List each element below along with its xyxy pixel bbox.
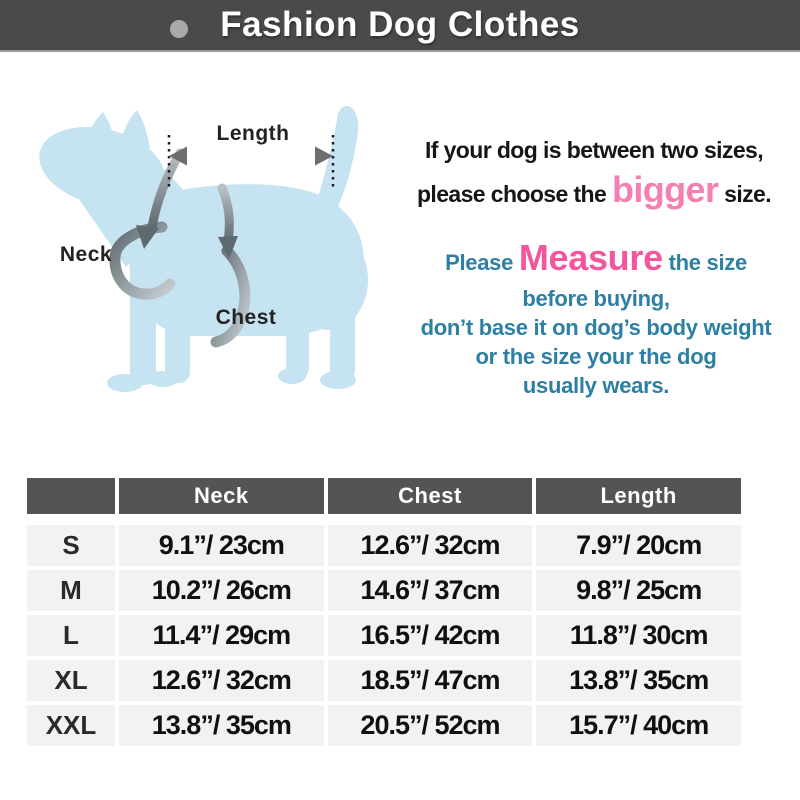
table-row bbox=[27, 570, 741, 611]
table-row bbox=[27, 705, 741, 746]
advice-line-2 bbox=[388, 170, 800, 214]
advice-line-2-post: size. bbox=[718, 181, 772, 207]
length-cell: 13.8”/ 35cm bbox=[536, 660, 741, 701]
length-cell: 15.7”/ 40cm bbox=[536, 705, 741, 746]
size-cell: M bbox=[27, 570, 115, 611]
title-bar bbox=[0, 0, 800, 52]
measure-highlight: Measure bbox=[518, 237, 663, 278]
neck-cell: 13.8”/ 35cm bbox=[119, 705, 324, 746]
size-cell: XXL bbox=[27, 705, 115, 746]
table-row bbox=[27, 615, 741, 656]
advice-line-1: If your dog is between two sizes, bbox=[424, 137, 764, 163]
length-cell: 7.9”/ 20cm bbox=[536, 525, 741, 566]
chest-cell: 16.5”/ 42cm bbox=[328, 615, 533, 656]
neck-cell: 11.4”/ 29cm bbox=[119, 615, 324, 656]
length-cell: 9.8”/ 25cm bbox=[536, 570, 741, 611]
header-chest: Chest bbox=[328, 478, 533, 514]
length-label: Length bbox=[216, 122, 290, 145]
dog-front-paw bbox=[107, 374, 143, 392]
size-cell: XL bbox=[27, 660, 115, 701]
chest-cell: 12.6”/ 32cm bbox=[328, 525, 533, 566]
dog-rear-paw-inner bbox=[278, 368, 306, 384]
chest-cell: 18.5”/ 47cm bbox=[328, 660, 533, 701]
advice-measure bbox=[392, 237, 800, 400]
advice-line-7: usually wears. bbox=[522, 373, 670, 398]
advice-line-3 bbox=[392, 237, 800, 284]
neck-label: Neck bbox=[59, 243, 113, 266]
advice-line-2-pre: please choose the bbox=[416, 181, 612, 207]
chest-cell: 14.6”/ 37cm bbox=[328, 570, 533, 611]
size-cell: L bbox=[27, 615, 115, 656]
advice-line-3-post: the size bbox=[662, 250, 747, 275]
advice-between-sizes bbox=[388, 131, 800, 214]
header-neck: Neck bbox=[119, 478, 324, 514]
advice-line-4: before buying, bbox=[522, 286, 670, 311]
size-table bbox=[23, 474, 745, 750]
bigger-highlight: bigger bbox=[611, 169, 719, 210]
page-title: Fashion Dog Clothes bbox=[220, 5, 580, 44]
neck-cell: 10.2”/ 26cm bbox=[119, 570, 324, 611]
neck-cell: 12.6”/ 32cm bbox=[119, 660, 324, 701]
dog-rear-paw bbox=[320, 371, 356, 389]
table-row bbox=[27, 660, 741, 701]
dog-front-paw-inner bbox=[148, 371, 178, 387]
chest-cell: 20.5”/ 52cm bbox=[328, 705, 533, 746]
table-row bbox=[27, 525, 741, 566]
length-cell: 11.8”/ 30cm bbox=[536, 615, 741, 656]
advice-line-5: don’t base it on dog’s body weight bbox=[420, 315, 772, 340]
header-length: Length bbox=[536, 478, 741, 514]
chest-label: Chest bbox=[215, 306, 277, 329]
advice-line-3-pre: Please bbox=[445, 250, 519, 275]
table-header-row bbox=[27, 478, 741, 514]
table-corner-cell bbox=[27, 478, 115, 514]
size-cell: S bbox=[27, 525, 115, 566]
table-spacer-row bbox=[27, 518, 741, 521]
dog-front-leg bbox=[130, 255, 156, 385]
neck-cell: 9.1”/ 23cm bbox=[119, 525, 324, 566]
advice-line-6: or the size your the dog bbox=[475, 344, 717, 369]
dog-rear-leg bbox=[330, 307, 355, 382]
